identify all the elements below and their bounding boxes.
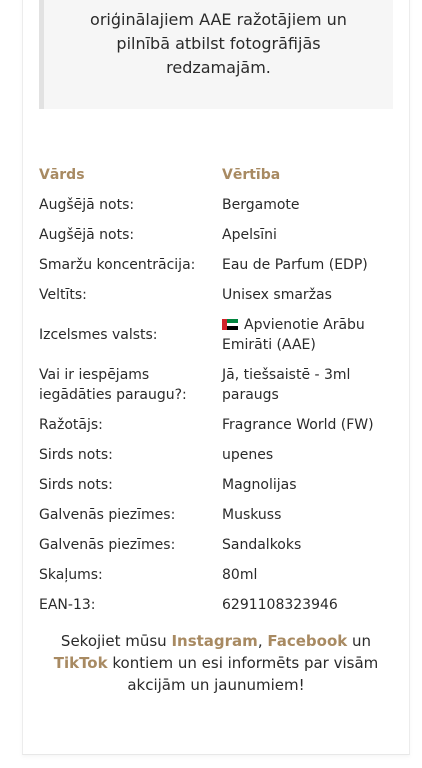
quote-line: pilnībā atbilst fotogrāfijās [116, 34, 321, 53]
spec-key: Vai ir iespējams iegādāties paraugu?: [39, 367, 187, 403]
spec-key: Galvenās piezīmes: [39, 507, 176, 523]
social-follow-text [39, 630, 393, 696]
spec-value: Muskuss [222, 507, 282, 523]
quote-line: redzamajām. [166, 58, 271, 77]
quote-line: oriģinālajiem AAE ražotājiem un [90, 10, 347, 29]
spec-value: 6291108323946 [222, 597, 338, 613]
follow-prefix: Sekojiet mūsu [60, 632, 167, 650]
spec-key: Sirds nots: [39, 477, 113, 493]
header-value: Vērtība [222, 167, 281, 183]
spec-value: 80ml [222, 567, 258, 583]
spec-key: Ražotājs: [39, 417, 103, 433]
spec-value: Apelsīni [222, 227, 277, 243]
spec-value: Bergamote [222, 197, 300, 213]
table-row [39, 310, 393, 360]
spec-value: Jā, tiešsaistē - 3ml paraugs [222, 367, 351, 403]
table-row [39, 440, 393, 470]
specs-header-row [39, 160, 393, 190]
spec-value: upenes [222, 447, 274, 463]
table-row [39, 500, 393, 530]
spec-key: Sirds nots: [39, 447, 113, 463]
table-row [39, 560, 393, 590]
uae-flag-icon [222, 319, 238, 330]
facebook-link[interactable]: Facebook [267, 632, 348, 650]
spec-key: Skaļums: [39, 567, 103, 583]
spec-key: Augšējā nots: [39, 227, 135, 243]
table-row [39, 220, 393, 250]
spec-value: Apvienotie Arābu Emirāti (AAE) [222, 317, 365, 353]
description-quote [39, 0, 393, 109]
spec-value-cell [222, 310, 393, 360]
follow-and: un [352, 632, 372, 650]
spec-value: Sandalkoks [222, 537, 302, 553]
table-row [39, 530, 393, 560]
table-row [39, 190, 393, 220]
spec-key: Augšējā nots: [39, 197, 135, 213]
spec-key: Veltīts: [39, 287, 87, 303]
table-row [39, 470, 393, 500]
spec-key: Galvenās piezīmes: [39, 537, 176, 553]
spec-key: EAN-13: [39, 597, 96, 613]
table-row [39, 410, 393, 440]
header-key: Vārds [39, 167, 85, 183]
tiktok-link[interactable]: TikTok [53, 654, 108, 672]
spec-value: Fragrance World (FW) [222, 417, 374, 433]
product-description-card [22, 0, 410, 755]
table-row [39, 360, 393, 410]
instagram-link[interactable]: Instagram [171, 632, 258, 650]
follow-separator: , [257, 632, 263, 650]
table-row [39, 280, 393, 310]
table-row [39, 590, 393, 620]
spec-key: Izcelsmes valsts: [39, 327, 158, 343]
specs-table [39, 160, 393, 620]
spec-key: Smaržu koncentrācija: [39, 257, 196, 273]
table-row [39, 250, 393, 280]
spec-value: Unisex smaržas [222, 287, 332, 303]
spec-value: Eau de Parfum (EDP) [222, 257, 368, 273]
spec-value: Magnolijas [222, 477, 297, 493]
follow-suffix: kontiem un esi informēts par visām akcijām un jaunumiem! [112, 654, 379, 694]
